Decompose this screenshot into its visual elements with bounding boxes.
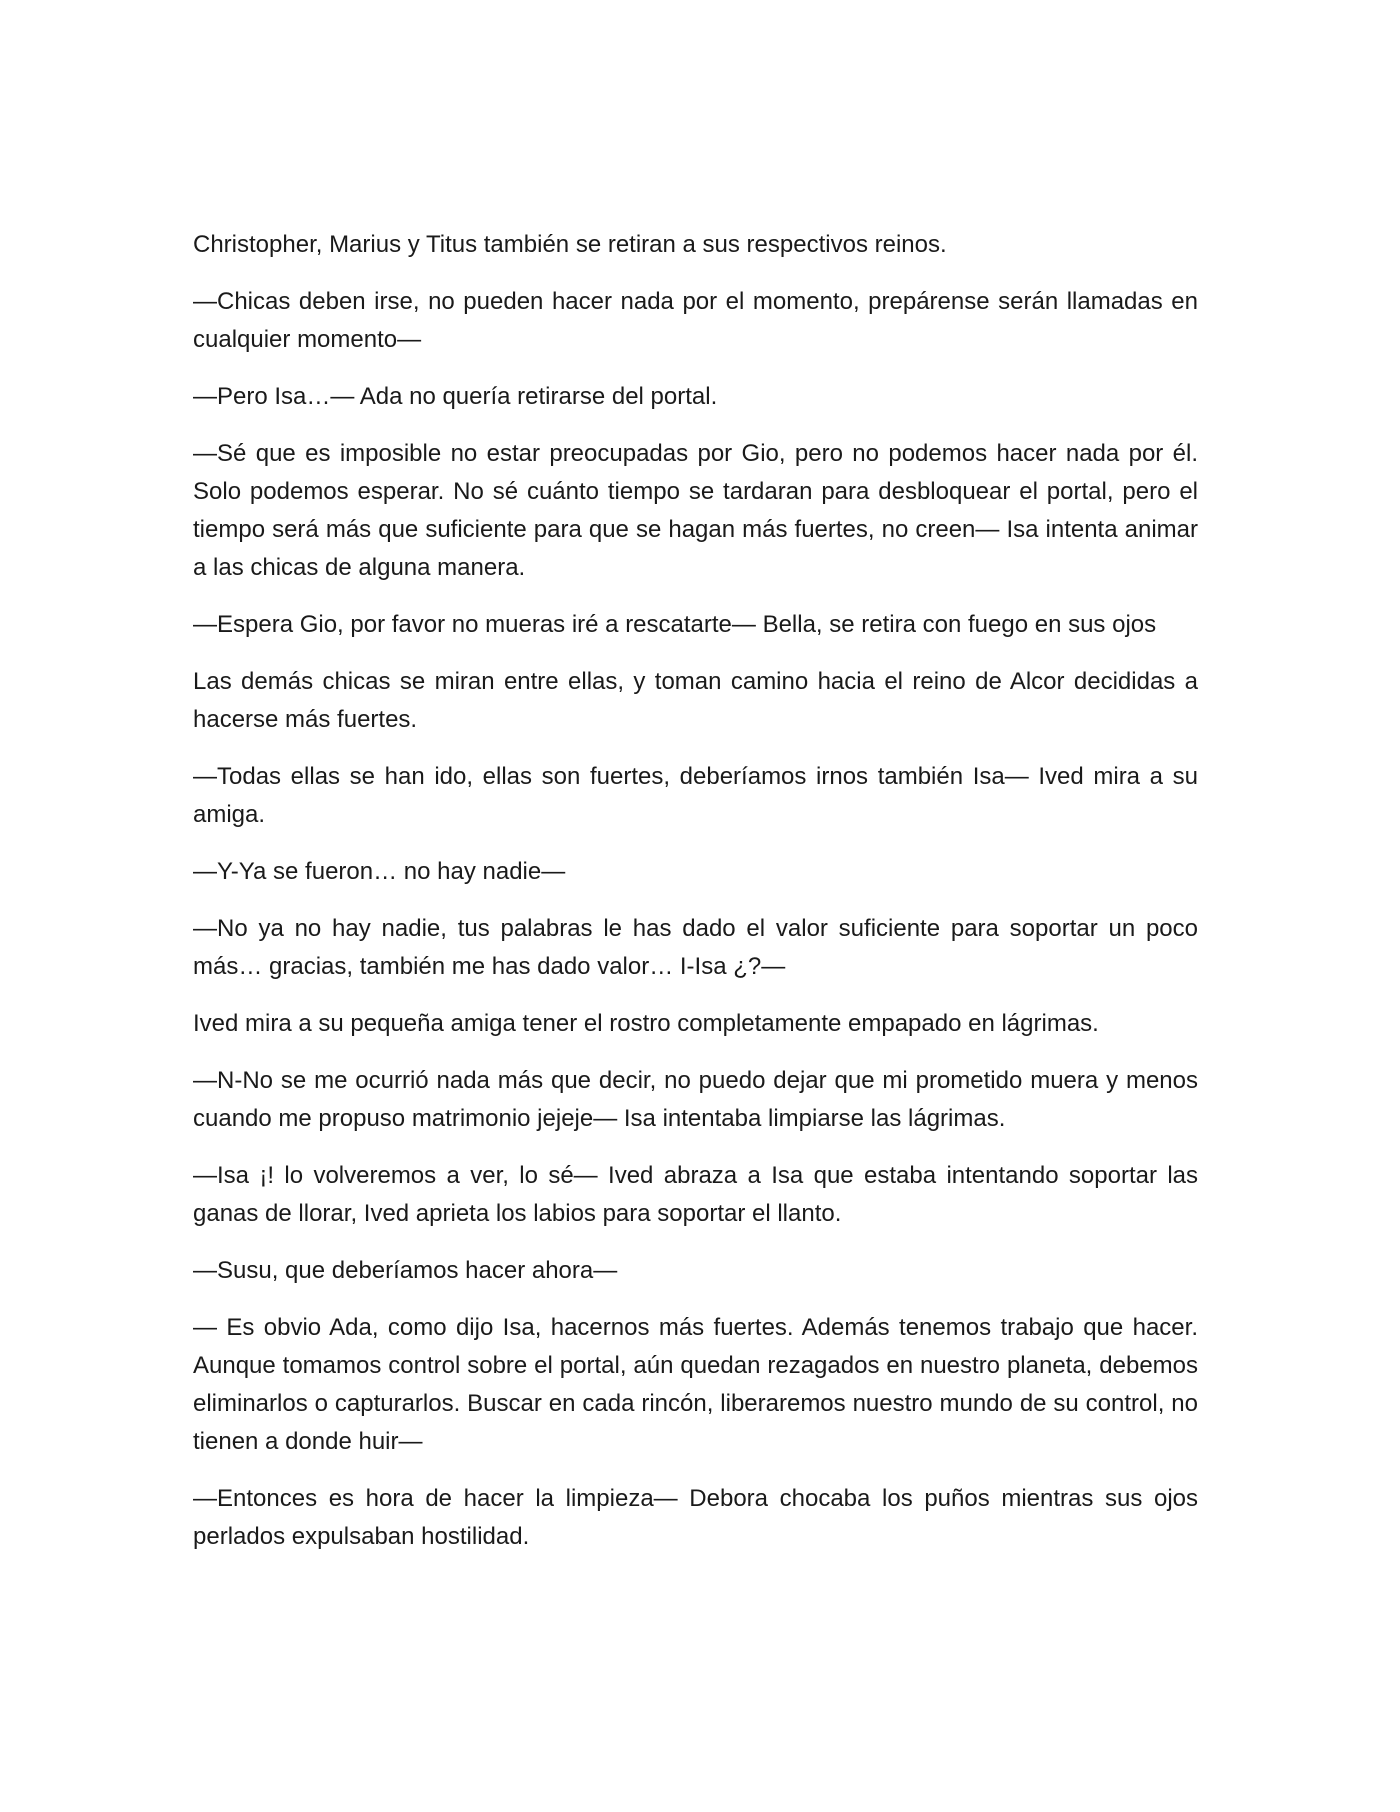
paragraph: —Todas ellas se han ido, ellas son fuertes, deberíamos irnos también Isa— Ived mira a su amiga.	[193, 763, 1198, 828]
paragraph: Ived mira a su pequeña amiga tener el rostro completamente empapado en lágrimas.	[193, 1010, 1099, 1037]
paragraph: Christopher, Marius y Titus también se retiran a sus respectivos reinos.	[193, 231, 947, 258]
paragraph: —Susu, que deberíamos hacer ahora—	[193, 1257, 618, 1284]
paragraph: Las demás chicas se miran entre ellas, y toman camino hacia el reino de Alcor decididas a hacerse más fuertes.	[193, 668, 1198, 733]
paragraph: — Es obvio Ada, como dijo Isa, hacernos más fuertes. Además tenemos trabajo que hacer. Aunque tomamos control sobre el portal, aún quedan rezagados en nuestro planeta, debemos eliminarlos o capturarlos. Buscar en cada rincón, liberaremos nuestro mundo de su control, no tienen a donde huir—	[193, 1314, 1198, 1455]
paragraph: —Isa ¡! lo volveremos a ver, lo sé— Ived abraza a Isa que estaba intentando soportar las ganas de llorar, Ived aprieta los labios para soportar el llanto.	[193, 1162, 1198, 1227]
paragraph: —Espera Gio, por favor no mueras iré a rescatarte— Bella, se retira con fuego en sus ojos	[193, 611, 1157, 638]
paragraph: —No ya no hay nadie, tus palabras le has dado el valor suficiente para soportar un poco más… gracias, también me has dado valor… I-Isa ¿?—	[193, 915, 1198, 980]
paragraph: —N-No se me ocurrió nada más que decir, no puedo dejar que mi prometido muera y menos cuando me propuso matrimonio jejeje— Isa intentaba limpiarse las lágrimas.	[193, 1067, 1198, 1132]
document-page	[193, 226, 1198, 1575]
paragraph: —Pero Isa…— Ada no quería retirarse del portal.	[193, 383, 718, 410]
paragraph: —Sé que es imposible no estar preocupadas por Gio, pero no podemos hacer nada por él. Solo podemos esperar. No sé cuánto tiempo se tardaran para desbloquear el portal, pero el tiempo será más que suficiente para que se hagan más fuertes, no creen— Isa intenta animar a las chicas de alguna manera.	[193, 440, 1198, 581]
paragraph: —Y-Ya se fueron… no hay nadie—	[193, 858, 566, 885]
paragraph: —Entonces es hora de hacer la limpieza— Debora chocaba los puños mientras sus ojos perlados expulsaban hostilidad.	[193, 1485, 1198, 1550]
paragraph: —Chicas deben irse, no pueden hacer nada por el momento, prepárense serán llamadas en cualquier momento—	[193, 288, 1198, 353]
